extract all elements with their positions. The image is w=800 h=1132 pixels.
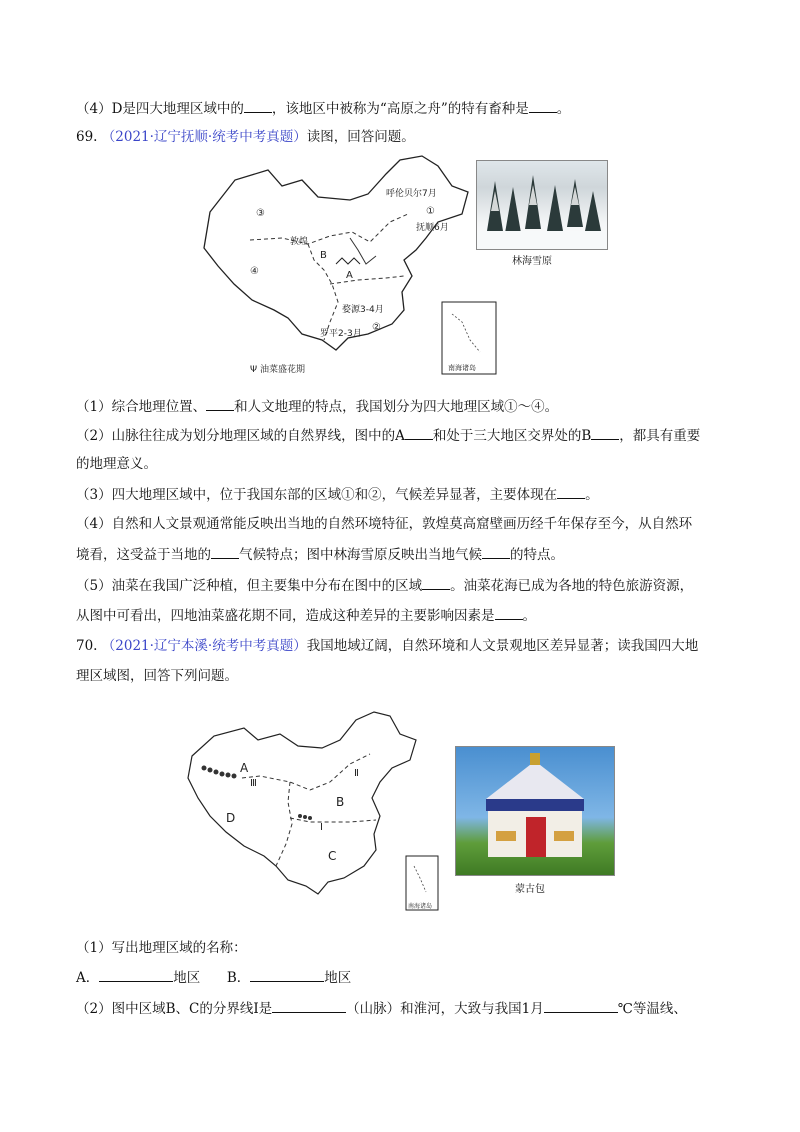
snow-forest-photo — [476, 160, 608, 250]
q69-part4: （4）自然和人文景观通常能反映出当地的自然环境特征，敦煌莫高窟壁画历经千年保存至今，从自然环 — [76, 516, 693, 532]
answer-blank[interactable] — [591, 425, 619, 440]
q69-china-map — [190, 152, 510, 377]
yurt-photo — [455, 746, 615, 876]
answer-blank[interactable] — [206, 396, 234, 411]
mountain-B-label: B — [320, 250, 327, 261]
answer-blank[interactable] — [544, 998, 618, 1013]
q70-stem-cont: 理区域图，回答下列问题。 — [76, 668, 238, 684]
q69-part3: （3）四大地理区域中，位于我国东部的区域①和②，气候差异显著，主要体现在 。 — [76, 484, 599, 505]
place-luoping: 罗平2-3月 — [320, 329, 362, 339]
line-II-label: Ⅱ — [354, 768, 359, 779]
question-source: （2021·辽宁本溪·统考中考真题） — [101, 638, 307, 654]
q69-part2-cont: 的地理意义。 — [76, 456, 157, 472]
q69-part4-cont: 境看，这受益于当地的 气候特点；图中林海雪原反映出当地气候 的特点。 — [76, 544, 564, 565]
q70-part1-answers: A． 地区 B． 地区 — [76, 967, 351, 988]
question-number: 70. — [76, 638, 98, 654]
legend-icon: Ψ — [250, 365, 258, 375]
answer-blank[interactable] — [557, 484, 585, 499]
q70-china-map — [180, 706, 445, 914]
q70-part1: （1）写出地理区域的名称： — [76, 940, 247, 956]
q69-part5: （5）油菜在我国广泛种植，但主要集中分布在图中的区域 。油菜花海已成为各地的特色旅游资源， — [76, 575, 693, 596]
place-fushun: 抚顺6月 — [416, 223, 449, 233]
line-I-label: Ⅰ — [320, 822, 323, 833]
question-stem: 读图，回答问题。 — [306, 129, 415, 145]
region-B-label: B — [336, 795, 345, 809]
question-number: 69. — [76, 129, 98, 145]
answer-blank[interactable] — [99, 967, 173, 982]
answer-blank[interactable] — [422, 575, 450, 590]
answer-blank[interactable] — [495, 605, 523, 620]
region-4-label: ④ — [250, 266, 259, 277]
answer-blank[interactable] — [482, 544, 510, 559]
legend-label: 油菜盛花期 — [260, 365, 306, 375]
question-stem: 我国地域辽阔，自然环境和人文景观地区差异显著；读我国四大地 — [306, 638, 699, 654]
answer-blank[interactable] — [250, 967, 324, 982]
answer-blank[interactable] — [272, 998, 346, 1013]
answer-blank[interactable] — [211, 544, 239, 559]
place-wuyuan: 婺源3-4月 — [342, 305, 384, 315]
q68-part4: （4）D是四大地理区域中的 ，该地区中被称为“高原之舟”的特有畜种是 。 — [76, 98, 570, 119]
q69-part2: （2）山脉往往成为划分地理区域的自然界线，图中的A 和处于三大地区交界处的B ，都具有重要 — [76, 425, 700, 446]
place-hulunbuir: 呼伦贝尔7月 — [386, 189, 437, 199]
region-C-label: C — [328, 849, 337, 863]
q70-header — [76, 636, 698, 656]
q69-part1: （1）综合地理位置、 和人文地理的特点，我国划分为四大地理区域①～④。 — [76, 396, 558, 417]
q69-header — [76, 127, 415, 147]
answer-blank[interactable] — [405, 425, 433, 440]
region-D-label: D — [226, 811, 236, 825]
answer-blank[interactable] — [529, 98, 557, 113]
region-3-label: ③ — [256, 208, 265, 219]
place-dunhuang: 敦煌 — [290, 237, 309, 247]
inset-label: 南海诸岛 — [408, 903, 433, 910]
inset-label: 南海诸岛 — [448, 364, 476, 372]
photo-caption: 林海雪原 — [512, 256, 552, 267]
photo-caption: 蒙古包 — [515, 884, 545, 895]
mountain-A-label: A — [346, 270, 353, 281]
region-2-label: ② — [372, 322, 381, 333]
line-III-label: Ⅲ — [250, 778, 257, 789]
q70-part2: （2）图中区域B、C的分界线Ⅰ是 （山脉）和淮河，大致与我国1月 ℃等温线、 — [76, 998, 687, 1019]
q69-part5-cont: 从图中可看出，四地油菜盛花期不同，造成这种差异的主要影响因素是 。 — [76, 605, 536, 626]
answer-blank[interactable] — [244, 98, 272, 113]
region-1-label: ① — [426, 206, 435, 217]
question-source: （2021·辽宁抚顺·统考中考真题） — [101, 129, 307, 145]
region-A-label: A — [240, 761, 249, 775]
